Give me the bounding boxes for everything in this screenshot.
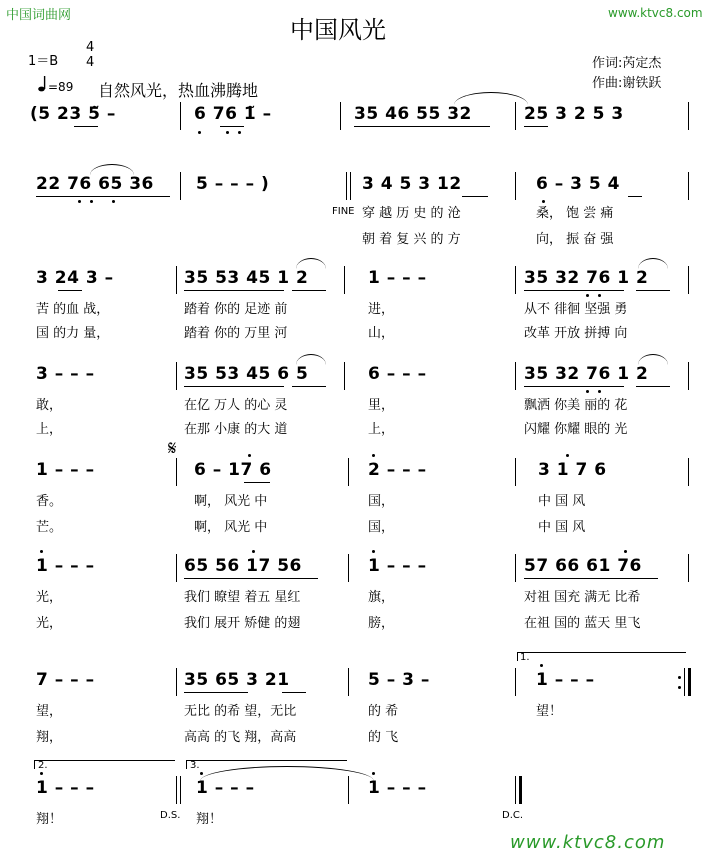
volta-bracket-2 (34, 760, 175, 769)
measure-6-1: 1 – – – (36, 556, 95, 576)
measure-6-3: 1 – – – (368, 556, 427, 576)
low-octave-dot (586, 294, 589, 297)
underline (36, 196, 170, 197)
barline (348, 554, 349, 582)
underline (292, 290, 326, 291)
measure-3-4: 35 32 76 1 2 (524, 268, 649, 288)
high-octave-dot (372, 772, 375, 775)
composer: 作曲:谢铁跃 (592, 76, 662, 91)
barline (176, 776, 177, 804)
measure-5-4: 3 1 7 6 (538, 460, 607, 480)
measure-1-1: (5 23 5̃ – (30, 104, 116, 124)
slur (638, 258, 668, 269)
lyric-6-2-v1: 我们 瞭望 着五 星红 (184, 590, 301, 605)
lyric-7-3-v1: 的 希 (368, 704, 399, 719)
measure-7-1: 7 – – – (36, 670, 95, 690)
measure-7-2: 35 65 3 21 (184, 670, 290, 690)
time-signature (86, 40, 94, 70)
underline (184, 578, 318, 579)
volta-1-label: 1. (520, 652, 530, 663)
slur (90, 164, 134, 175)
barline (688, 266, 689, 294)
lyric-7-1-v2: 翔， (36, 730, 63, 745)
low-octave-dot (598, 294, 601, 297)
low-octave-dot (198, 131, 201, 134)
barline (688, 458, 689, 486)
lyric-5-2-v2: 啊， 风光 中 (194, 520, 268, 535)
song-title: 中国风光 (290, 16, 386, 44)
barline (176, 668, 177, 696)
barline (515, 102, 516, 130)
lyric-4-3-v2: 上， (368, 422, 395, 437)
barline (344, 362, 345, 390)
measure-4-2: 35 53 45 6 5 (184, 364, 309, 384)
measure-1-2: 6 76 1̃ – (194, 104, 272, 124)
slur (638, 354, 668, 365)
slur (296, 258, 326, 269)
time-top: 4 (86, 40, 95, 55)
lyric-5-2-v1: 啊， 风光 中 (194, 494, 268, 509)
measure-6-4: 57 66 61 76 (524, 556, 642, 576)
lyric-8-2-v1: 翔！ (196, 812, 223, 827)
lyric-6-4-v2: 在祖 国的 蓝天 里飞 (524, 616, 641, 631)
repeat-dot (678, 676, 681, 679)
high-octave-dot (40, 772, 43, 775)
low-octave-dot (112, 200, 115, 203)
lyric-3-1-v2: 国 的力 量， (36, 326, 110, 341)
high-octave-dot (566, 454, 569, 457)
underline (524, 290, 624, 291)
barline (350, 172, 351, 200)
quarter-note-icon (38, 76, 48, 92)
measure-1-4: 25 3 2 5 3 (524, 104, 624, 124)
measure-5-2: 6 – 17 6 (194, 460, 272, 480)
lyric-3-4-v2: 改革 开放 拼搏 向 (524, 326, 628, 341)
lyric-2-4-v2: 向， 振 奋 强 (536, 232, 614, 247)
lyric-8-1-v1: 翔！ (36, 812, 63, 827)
volta-3-label: 3. (190, 760, 200, 771)
underline (184, 290, 284, 291)
measure-8-3: 1 – – – (368, 778, 427, 798)
barline (340, 102, 341, 130)
repeat-barline (688, 668, 691, 696)
barline (176, 362, 177, 390)
low-octave-dot (226, 131, 229, 134)
barline (344, 266, 345, 294)
measure-3-3: 1 – – – (368, 268, 427, 288)
lyric-5-1-v2: 芒。 (36, 520, 63, 535)
underline (244, 482, 270, 483)
underline (220, 126, 244, 127)
low-octave-dot (598, 390, 601, 393)
underline (628, 196, 642, 197)
barline (180, 172, 181, 200)
time-bottom: 4 (86, 55, 95, 70)
measure-3-2: 35 53 45 1 2 (184, 268, 309, 288)
low-octave-dot (78, 200, 81, 203)
lyric-2-3-v1: 穿 越 历 史 的 沧 (362, 206, 461, 221)
barline (688, 362, 689, 390)
high-octave-dot (248, 454, 251, 457)
lyric-3-2-v2: 踏着 你的 万里 河 (184, 326, 288, 341)
barline (515, 458, 516, 486)
underline (282, 692, 306, 693)
lyric-4-2-v1: 在亿 万人 的心 灵 (184, 398, 288, 413)
underline (292, 386, 326, 387)
watermark-top-left: 中国词曲网 (6, 8, 72, 23)
barline (515, 776, 516, 804)
lyric-4-3-v1: 里， (368, 398, 395, 413)
measure-2-2: 5 – – – ) (196, 174, 270, 194)
barline (515, 172, 516, 200)
lyric-4-1-v2: 上， (36, 422, 63, 437)
measure-8-1: 1 – – – (36, 778, 95, 798)
barline (176, 458, 177, 486)
measure-2-3: 3 4 5 3 12 (362, 174, 462, 194)
barline (346, 172, 347, 200)
lyric-5-3-v2: 国， (368, 520, 395, 535)
barline (176, 266, 177, 294)
lyric-5-1-v1: 香。 (36, 494, 63, 509)
lyric-2-3-v2: 朝 着 复 兴 的 方 (362, 232, 461, 247)
barline (515, 554, 516, 582)
barline (515, 266, 516, 294)
high-octave-dot (372, 454, 375, 457)
volta-2-label: 2. (38, 760, 48, 771)
underline (184, 386, 284, 387)
high-octave-dot (624, 550, 627, 553)
measure-3-1: 3 24 3 – (36, 268, 114, 288)
lyric-6-3-v2: 膀， (368, 616, 395, 631)
lyric-4-1-v1: 敢， (36, 398, 63, 413)
lyric-3-3-v1: 进， (368, 302, 395, 317)
ds-marking: D.S. (160, 810, 181, 821)
lyric-4-2-v2: 在那 小康 的大 道 (184, 422, 288, 437)
lyric-5-4-v2: 中 国 风 (538, 520, 586, 535)
measure-2-4: 6 – 3 5 4 (536, 174, 620, 194)
underline (524, 386, 624, 387)
volta-bracket-1 (517, 652, 686, 661)
underline (354, 126, 490, 127)
lyric-5-3-v1: 国， (368, 494, 395, 509)
measure-8-2: 1 – – – (196, 778, 255, 798)
lyricist: 作词:芮定杰 (592, 56, 662, 71)
lyric-2-4-v1: 桑， 饱 尝 痛 (536, 206, 614, 221)
measure-5-3: 2 – – – (368, 460, 427, 480)
barline (348, 668, 349, 696)
measure-7-4: 1 – – – (536, 670, 595, 690)
lyric-6-4-v1: 对祖 国充 满无 比希 (524, 590, 641, 605)
high-octave-dot (200, 772, 203, 775)
underline (636, 386, 670, 387)
lyric-3-3-v2: 山， (368, 326, 395, 341)
slur (454, 92, 528, 105)
lyric-7-4-v1: 望！ (536, 704, 563, 719)
underline (184, 692, 248, 693)
lyric-7-1-v1: 望， (36, 704, 63, 719)
lyric-7-2-v1: 无比 的希 望，无比 (184, 704, 297, 719)
lyric-3-2-v1: 踏着 你的 足迹 前 (184, 302, 288, 317)
lyric-4-4-v1: 飘洒 你美 丽的 花 (524, 398, 628, 413)
low-octave-dot (90, 200, 93, 203)
measure-6-2: 65 56 17 56 (184, 556, 302, 576)
measure-1-3: 35 46 55 32 (354, 104, 472, 124)
barline (688, 102, 689, 130)
repeat-dot (678, 686, 681, 689)
barline (688, 172, 689, 200)
barline (180, 776, 181, 804)
underline (58, 290, 82, 291)
lyric-6-2-v2: 我们 展开 矫健 的翅 (184, 616, 301, 631)
lyric-5-4-v1: 中 国 风 (538, 494, 586, 509)
tempo-marking: =89 (48, 80, 74, 94)
barline (180, 102, 181, 130)
lyric-6-1-v2: 光， (36, 616, 63, 631)
expression-text: 自然风光，热血沸腾地 (98, 81, 259, 100)
measure-4-1: 3 – – – (36, 364, 95, 384)
key-signature: 1＝B (28, 54, 59, 69)
measure-7-3: 5 – 3 – (368, 670, 430, 690)
dc-marking: D.C. (502, 810, 524, 821)
lyric-3-4-v1: 从不 徘徊 坚强 勇 (524, 302, 628, 317)
barline (176, 554, 177, 582)
low-octave-dot (586, 390, 589, 393)
lyric-6-1-v1: 光， (36, 590, 63, 605)
watermark-top-right: www.ktvc8.com (608, 6, 703, 20)
low-octave-dot (238, 131, 241, 134)
high-octave-dot (372, 550, 375, 553)
lyric-7-2-v2: 高高 的飞 翔，高高 (184, 730, 297, 745)
underline (524, 126, 548, 127)
high-octave-dot (40, 550, 43, 553)
underline (462, 196, 488, 197)
segno-sign: 𝄋 (168, 436, 177, 460)
barline (688, 554, 689, 582)
high-octave-dot (252, 550, 255, 553)
barline (515, 668, 516, 696)
lyric-3-1-v1: 苦 的血 战， (36, 302, 110, 317)
lyric-4-4-v2: 闪耀 你耀 眼的 光 (524, 422, 628, 437)
high-octave-dot (540, 664, 543, 667)
lyric-6-3-v1: 旗， (368, 590, 395, 605)
measure-5-1: 1 – – – (36, 460, 95, 480)
watermark-bottom-right: www.ktvc8.com (510, 832, 666, 853)
barline (684, 668, 685, 696)
barline (348, 776, 349, 804)
fine-marking: FINE (332, 206, 355, 217)
measure-4-3: 6 – – – (368, 364, 427, 384)
measure-4-4: 35 32 76 1 2 (524, 364, 649, 384)
measure-2-1: 22 76 65 36 (36, 174, 154, 194)
lyric-7-3-v2: 的 飞 (368, 730, 399, 745)
underline (636, 290, 670, 291)
final-barline (519, 776, 522, 804)
barline (515, 362, 516, 390)
barline (348, 458, 349, 486)
slur (296, 354, 326, 365)
underline (74, 126, 98, 127)
underline (524, 578, 658, 579)
